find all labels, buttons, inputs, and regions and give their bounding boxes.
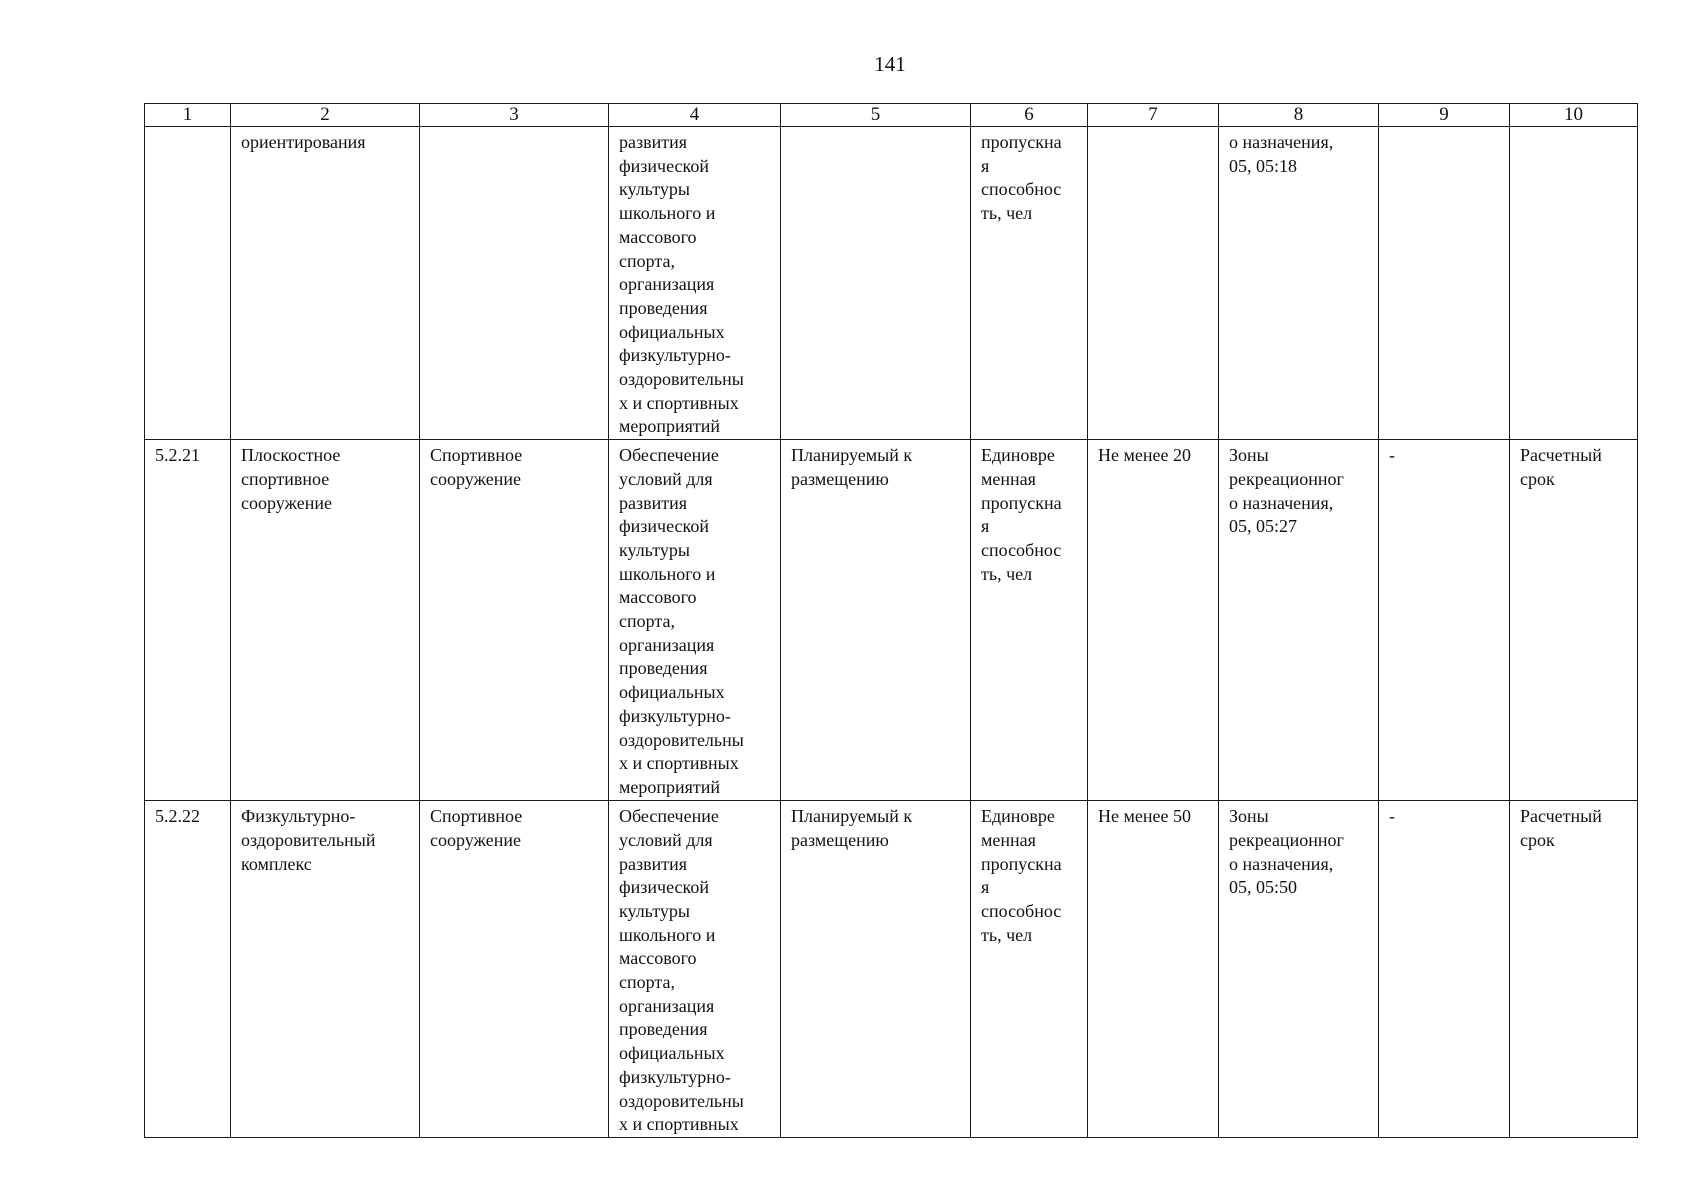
cell-characteristic: Единовре менная пропускна я способнос ть, чел [971, 440, 1088, 801]
cell-location-zone: о назначения, 05, 05:18 [1219, 127, 1379, 440]
column-number: 7 [1088, 104, 1219, 127]
column-number: 4 [609, 104, 781, 127]
cell-characteristic: пропускна я способнос ть, чел [971, 127, 1088, 440]
table-row [145, 127, 1638, 440]
cell-col-9: - [1379, 440, 1510, 801]
cell-location-zone: Зоны рекреационног о назначения, 05, 05:27 [1219, 440, 1379, 801]
cell-value: Не менее 50 [1088, 801, 1219, 1138]
column-number: 8 [1219, 104, 1379, 127]
cell-col-9 [1379, 127, 1510, 440]
cell-col-9: - [1379, 801, 1510, 1138]
column-number: 1 [145, 104, 231, 127]
cell-object-type: Спортивное сооружение [420, 801, 609, 1138]
cell-term: Расчетный срок [1510, 440, 1638, 801]
cell-purpose: развития физической культуры школьного и массового спорта, организация проведения официальных физкультурно- оздоровительны х и спортивных мероприятий [609, 127, 781, 440]
column-number: 3 [420, 104, 609, 127]
table-row [145, 801, 1638, 1138]
cell-item-number: 5.2.22 [145, 801, 231, 1138]
column-number: 5 [781, 104, 971, 127]
cell-status: Планируемый к размещению [781, 440, 971, 801]
cell-status [781, 127, 971, 440]
cell-term [1510, 127, 1638, 440]
column-number: 6 [971, 104, 1088, 127]
table-row [145, 440, 1638, 801]
cell-value [1088, 127, 1219, 440]
column-number: 10 [1510, 104, 1638, 127]
cell-value: Не менее 20 [1088, 440, 1219, 801]
cell-object-type: Спортивное сооружение [420, 440, 609, 801]
cell-object-name: Плоскостное спортивное сооружение [231, 440, 420, 801]
cell-purpose: Обеспечение условий для развития физической культуры школьного и массового спорта, организация проведения официальных физкультурно- оздоровительны х и спортивных [609, 801, 781, 1138]
cell-characteristic: Единовре менная пропускна я способнос ть, чел [971, 801, 1088, 1138]
page-number: 141 [874, 52, 906, 76]
cell-term: Расчетный срок [1510, 801, 1638, 1138]
cell-object-name: ориентирования [231, 127, 420, 440]
cell-object-type [420, 127, 609, 440]
table-header-row [145, 104, 1638, 127]
cell-purpose: Обеспечение условий для развития физической культуры школьного и массового спорта, организация проведения официальных физкультурно- оздоровительны х и спортивных мероприятий [609, 440, 781, 801]
cell-object-name: Физкультурно- оздоровительный комплекс [231, 801, 420, 1138]
column-number: 2 [231, 104, 420, 127]
document-table [144, 103, 1638, 1138]
cell-location-zone: Зоны рекреационног о назначения, 05, 05:50 [1219, 801, 1379, 1138]
cell-item-number: 5.2.21 [145, 440, 231, 801]
cell-item-number [145, 127, 231, 440]
column-number: 9 [1379, 104, 1510, 127]
cell-status: Планируемый к размещению [781, 801, 971, 1138]
